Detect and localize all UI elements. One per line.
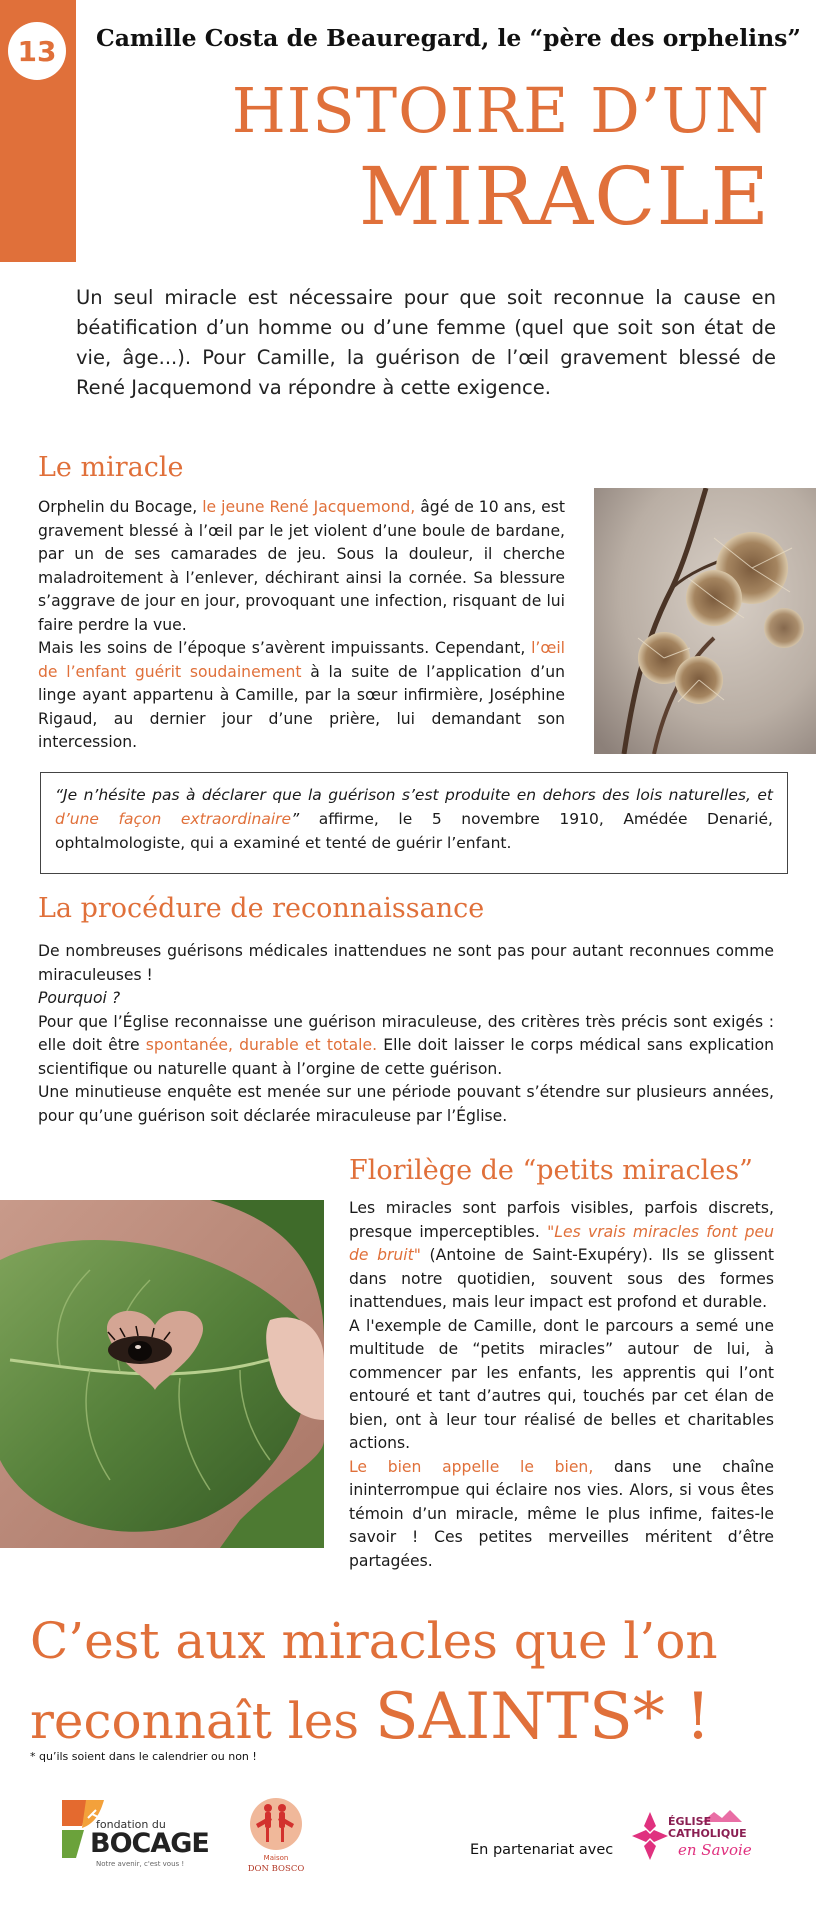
quote-attribution: affirme, le 5 novembre 1910, Amédée Denarié, ophtalmologiste, qui a examiné et tenté de guérir l’enfant. (55, 810, 773, 852)
quote-close: ” (291, 810, 300, 828)
number-badge: 13 (8, 22, 66, 80)
eglise-line-1: ÉGLISE (668, 1815, 712, 1828)
leaf-eye-photo (0, 1200, 324, 1548)
florilege-paragraph-2: A l'exemple de Camille, dont le parcours a semé une multitude de “petits miracles” autour de lui, à commencer par les enfants, les apprentis qui l’ont entouré et tant d’autres qui, touchés par cet élan de bien, ont à leur tour réalisé de belles et charitables actions. (349, 1316, 774, 1452)
saint-exupery-quote: "Les vrais miracles font peu de bruit" (349, 1222, 774, 1264)
section-heading-florilege: Florilège de “petits miracles” (349, 1155, 753, 1186)
miracle-paragraph-1 (38, 496, 565, 637)
highlight-criteria: spontanée, durable et totale. (145, 1036, 378, 1054)
fondation-bocage-logo (60, 1796, 210, 1878)
text-run: âgé de 10 ans, est gravement blessé à l’œil par le jet violent d’une boule de bardane, par un de ses camarades de jeu. Sous la douleur, il cherche maladroitement à l’enlever, déchirant ainsi la cornée. Sa blessure s’aggrave de jour en jour, provoquant une infection, risquant de lui faire perdre la vue. (38, 498, 565, 634)
eglise-savoie-logo (630, 1810, 760, 1868)
quote-box (40, 772, 788, 874)
don-bosco-label: DON BOSCO (247, 1864, 305, 1874)
text-run: Elle doit laisser le corps médical sans explication scientifique ou naturelle quant à l’orgine de cette guérison. (38, 1036, 774, 1078)
section-heading-procedure: La procédure de reconnaissance (38, 893, 485, 924)
text-run: Pour que l’Église reconnaisse une guérison miraculeuse, des critères très précis sont exigés : elle doit être (38, 1012, 774, 1054)
miracle-text (38, 496, 565, 755)
bocage-small-text: fondation du (96, 1818, 166, 1831)
text-run: Les miracles sont parfois visibles, parfois discrets, presque imperceptibles. (349, 1199, 774, 1241)
eglise-line-3: en Savoie (678, 1841, 752, 1859)
procedure-paragraph-2 (38, 1011, 774, 1082)
section-heading-miracle: Le miracle (38, 452, 184, 483)
highlight-name: le jeune René Jacquemond, (202, 498, 416, 516)
don-bosco-small: Maison (263, 1854, 289, 1862)
quote-text: “Je n’hésite pas à déclarer que la guérison s’est produite en dehors des lois naturelles, et (55, 786, 773, 804)
highlight-healing: l’œil de l’enfant guérit soudainement (38, 639, 565, 681)
procedure-paragraph-3: Une minutieuse enquête est menée sur une période pouvant s’étendre sur plusieurs années, pour qu’une guérison soit déclarée miraculeuse par l’Église. (38, 1083, 774, 1125)
text-run: dans une chaîne ininterrompue qui éclaire nos vies. Alors, si vous êtes témoin d’un miracle, même le plus infime, faites-le savoir ! Ces petites merveilles méritent d’être partagées. (349, 1457, 774, 1570)
bocage-name: BOCAGE (90, 1828, 209, 1859)
quote-highlight: d’une façon extraordinaire (55, 810, 292, 828)
bocage-tagline: Notre avenir, c'est vous ! (96, 1860, 185, 1868)
intro-paragraph: Un seul miracle est nécessaire pour que soit reconnue la cause en béatification d’un homme ou d’une femme (quel que soit son état de vie, âge...). Pour Camille, la guérison de l’œil gravement blessé de René Jacquemond va répondre à cette exigence. (76, 286, 776, 399)
title-line-1: HISTOIRE D’UN (231, 74, 770, 147)
title-line-2: MIRACLE (358, 150, 770, 243)
footnote: * qu’ils soient dans le calendrier ou non ! (30, 1750, 257, 1763)
number-badge-bar (0, 0, 76, 262)
closing-line-2 (30, 1680, 711, 1754)
burdock-photo (594, 488, 816, 754)
text-run: Mais les soins de l’époque s’avèrent impuissants. Cependant, (38, 639, 532, 657)
procedure-why: Pourquoi ? (38, 989, 121, 1007)
miracle-paragraph-2 (38, 637, 565, 755)
closing-line-1: C’est aux miracles que l’on (30, 1612, 718, 1670)
subtitle: Camille Costa de Beauregard, le “père des orphelins” (96, 24, 801, 52)
florilege-text (349, 1197, 774, 1573)
eglise-line-2: CATHOLIQUE (668, 1827, 747, 1840)
text-run: Orphelin du Bocage, (38, 498, 203, 516)
highlight-bien: Le bien appelle le bien, (349, 1457, 594, 1476)
saints-word: SAINTS* ! (374, 1680, 711, 1754)
text-run: (Antoine de Saint-Exupéry). Ils se glissent dans notre quotidien, souvent sous des formes inattendues, mais leur impact est profond et durable. (349, 1246, 774, 1311)
florilege-paragraph-3 (349, 1456, 774, 1574)
procedure-paragraph-1: De nombreuses guérisons médicales inattendues ne sont pas pour autant reconnues comme miraculeuses ! (38, 942, 774, 984)
procedure-text (38, 940, 774, 1128)
text-run: à la suite de l’application d’un linge ayant appartenu à Camille, par la sœur infirmière, Joséphine Rigaud, au dernier jour d’une prière, lui demandant son intercession. (38, 662, 566, 751)
text-run: reconnaît les (30, 1692, 375, 1750)
don-bosco-logo (246, 1794, 306, 1884)
florilege-paragraph-1 (349, 1197, 774, 1315)
partnership-label: En partenariat avec (470, 1842, 614, 1858)
